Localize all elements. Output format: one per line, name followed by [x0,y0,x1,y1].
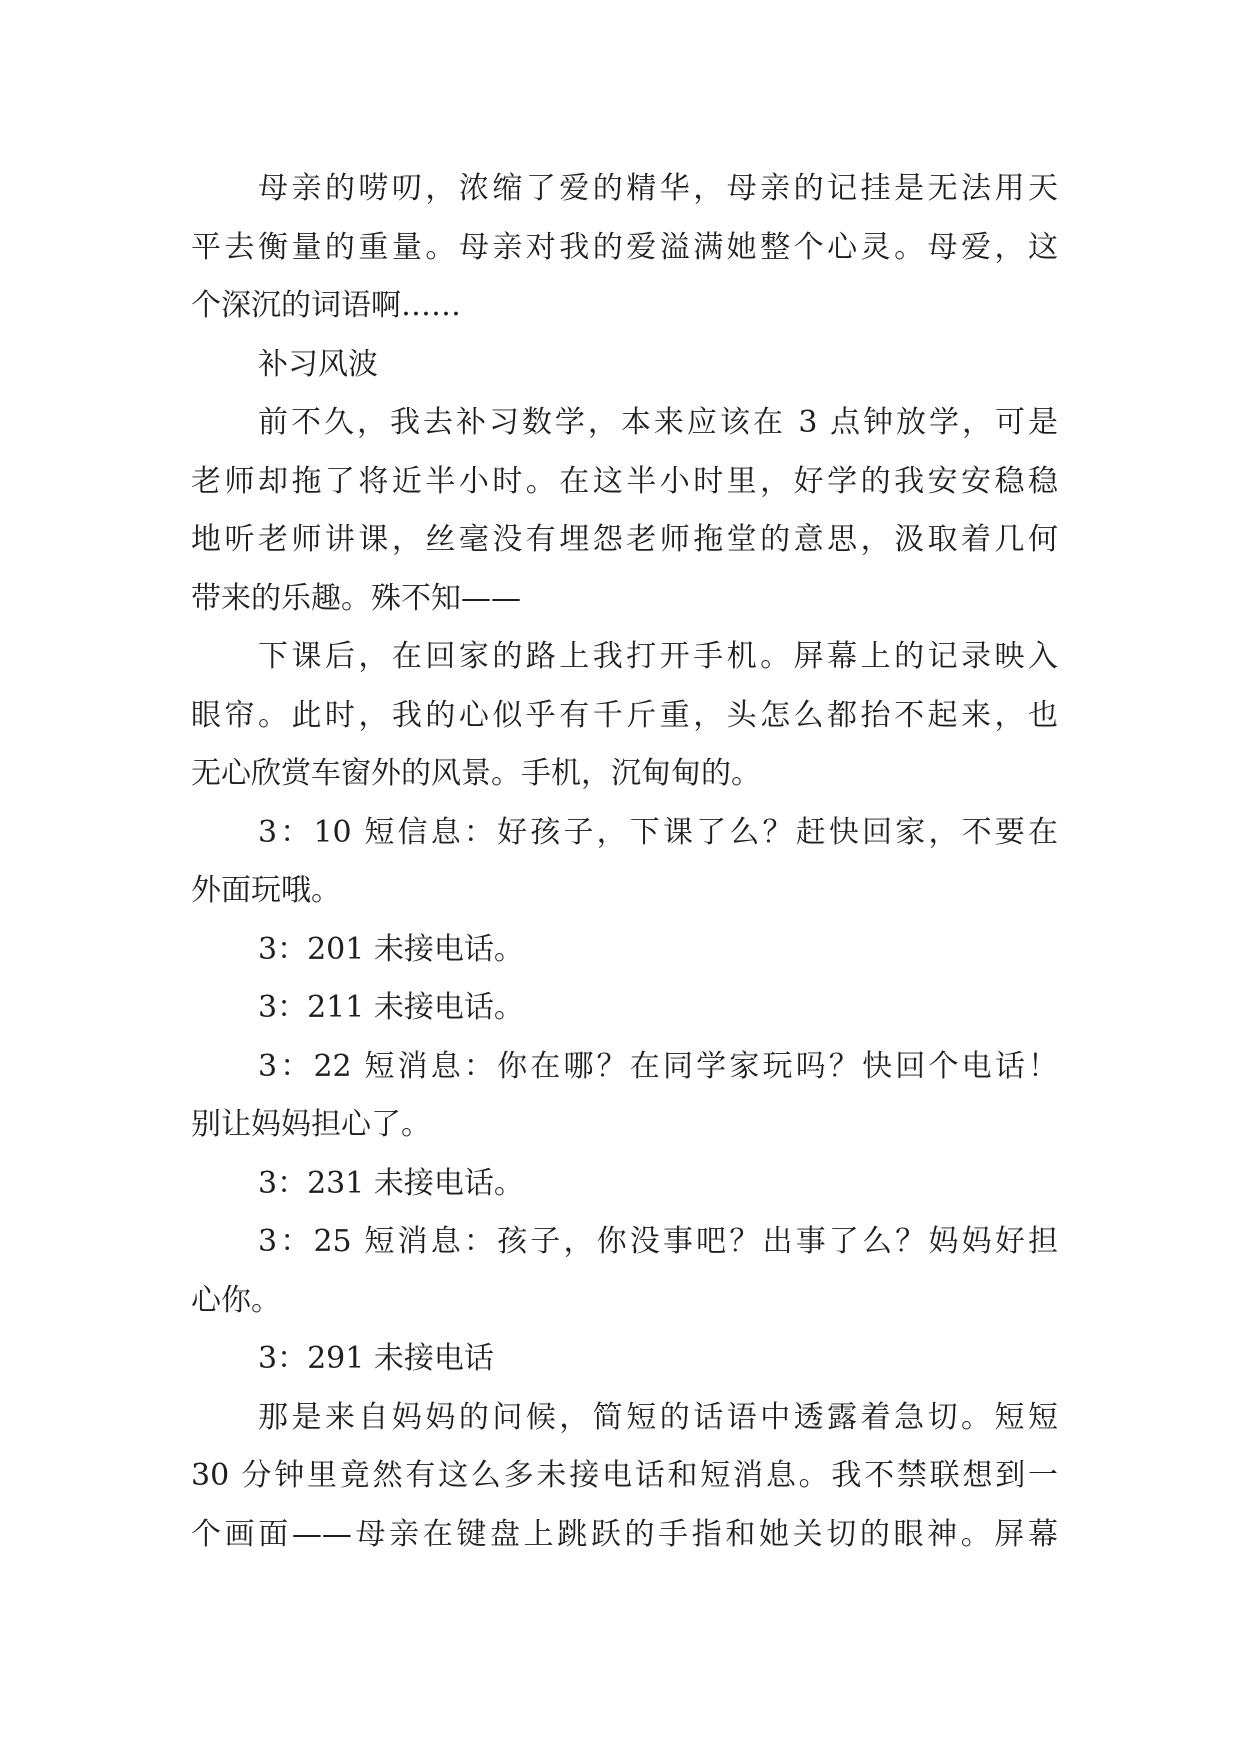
missed-call-record [191,1155,1058,1214]
document-body [191,160,1058,1564]
section-heading [191,336,1058,395]
text-line: 前不久，我去补习数学，本来应该在 3 点钟放学，可是 [258,405,1058,440]
message-record [191,804,1058,921]
text-line: 那是来自妈妈的问候，简短的话语中透露着急切。短短 [258,1399,1058,1435]
paragraph-mother-nagging [191,160,1058,336]
text-line: 3：10 短信息：好孩子，下课了么？赶快回家，不要在 [258,814,1058,850]
missed-call-record [191,979,1058,1038]
missed-call-record [191,921,1058,980]
text-line: 3：25 短消息：孩子，你没事吧？出事了么？妈妈好担 [258,1224,1058,1259]
paragraph-after-class [191,628,1058,804]
text-line: 3：211 未接电话。 [258,990,524,1025]
text-line: 老师却拖了将近半小时。在这半小时里，好学的我安安稳稳 [191,463,1058,499]
text-line: 带来的乐趣。殊不知—— [191,580,521,616]
text-line: 3：231 未接电话。 [258,1165,524,1201]
text-line: 母亲的唠叨，浓缩了爱的精华，母亲的记挂是无法用天 [258,171,1058,206]
missed-call-record [191,1330,1058,1389]
text-line: 3：201 未接电话。 [258,931,524,967]
text-line: 3：22 短消息：你在哪？在同学家玩吗？快回个电话！ [258,1048,1058,1084]
text-line: 心你。 [191,1282,281,1318]
text-line: 无心欣赏车窗外的风景。手机，沉甸甸的。 [191,756,761,791]
text-line: 个画面——母亲在键盘上跳跃的手指和她关切的眼神。屏幕 [191,1516,1058,1552]
paragraph-reflection [191,1389,1058,1565]
message-record [191,1213,1058,1330]
paragraph-tutoring [191,394,1058,628]
text-line: 别让妈妈担心了。 [191,1107,431,1142]
text-line: 地听老师讲课，丝毫没有埋怨老师拖堂的意思，汲取着几何 [191,522,1058,557]
text-line: 下课后，在回家的路上我打开手机。屏幕上的记录映入 [258,639,1058,674]
message-record [191,1038,1058,1155]
text-line: 外面玩哦。 [191,873,341,908]
heading-text: 补习风波 [258,346,378,382]
text-line: 眼帘。此时，我的心似乎有千斤重，头怎么都抬不起来，也 [191,697,1058,733]
text-line: 3：291 未接电话 [258,1341,494,1376]
text-line: 个深沉的词语啊…… [191,288,461,323]
text-line: 30 分钟里竟然有这么多未接电话和短消息。我不禁联想到一 [191,1458,1058,1493]
text-line: 平去衡量的重量。母亲对我的爱溢满她整个心灵。母爱，这 [191,229,1058,265]
